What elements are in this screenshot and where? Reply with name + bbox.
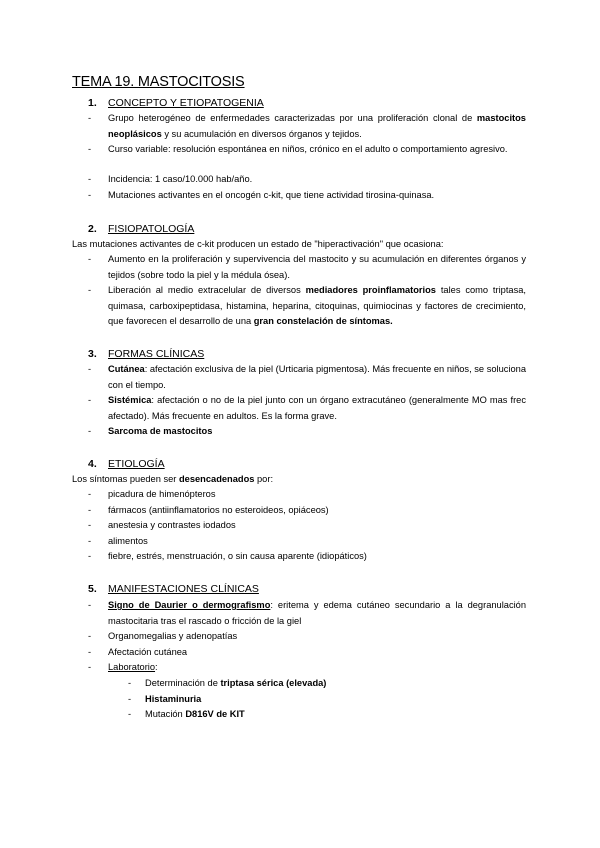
- item-bold: gran constelación de síntomas.: [253, 316, 393, 327]
- section-title: MANIFESTACIONES CLÍNICAS: [108, 583, 259, 595]
- list-item: [88, 503, 526, 519]
- item-bold: Sistémica: [108, 395, 152, 405]
- section-5-heading: [88, 583, 259, 595]
- paragraph: Las mutaciones activantes de c-kit producen un estado de "hiperactivación" que ocasiona:: [72, 239, 444, 249]
- bullet-dash: -: [88, 662, 92, 672]
- bullet-dash: -: [88, 520, 92, 530]
- item-text: :: [155, 662, 158, 672]
- section-number: 2.: [88, 223, 97, 235]
- list-item: [88, 549, 526, 565]
- section-2-heading: [88, 223, 194, 235]
- page-title: TEMA 19. MASTOCITOSIS: [72, 74, 245, 90]
- list-item: [88, 283, 526, 330]
- list-item: [88, 518, 526, 534]
- item-text: Aumento en la proliferación y supervivencia del mastocito y su acumulación en diferentes órganos y tejidos (sobre todo la piel y la médula ósea).: [108, 254, 526, 280]
- bullet-dash: -: [88, 647, 92, 657]
- item-bold: mediadores proinflamatorios: [305, 285, 436, 295]
- section-3-heading: [88, 348, 204, 360]
- list-item: [88, 172, 526, 188]
- item-text: anestesia y contrastes iodados: [108, 520, 236, 530]
- item-text: Afectación cutánea: [108, 647, 188, 657]
- bullet-dash: -: [88, 364, 92, 374]
- item-text: tales como triptasa, quimasa, carboxipeptidasa, histamina, heparina, citoquinas, quimiocinas y factores de crecimiento, que favorecen el desarrollo de una: [108, 285, 526, 327]
- section-4-heading: [88, 458, 165, 470]
- item-text: alimentos: [108, 536, 148, 546]
- section-1-heading: [88, 97, 264, 109]
- bullet-dash: -: [128, 709, 132, 719]
- list-item: [88, 111, 526, 142]
- item-text: picadura de himenópteros: [108, 489, 216, 499]
- item-bold: mastocitos neoplásicos: [108, 113, 526, 139]
- bullet-dash: -: [88, 600, 92, 610]
- sub-list-item: [128, 707, 528, 723]
- list-item: [88, 534, 526, 550]
- list-item: [88, 645, 526, 661]
- item-text: Liberación al medio extracelular de diversos: [108, 285, 306, 295]
- item-text: : eritema y edema cutáneo secundario a la degranulación mastocitaria tras el rascado o fricción de la giel: [108, 600, 526, 626]
- para-text: por:: [254, 474, 274, 484]
- sub-list-item: [128, 676, 528, 692]
- bullet-dash: -: [88, 285, 92, 295]
- list-item: [88, 393, 526, 424]
- bullet-dash: -: [88, 631, 92, 641]
- section-title: FORMAS CLÍNICAS: [108, 348, 205, 360]
- para-text: Los síntomas pueden ser: [72, 474, 179, 484]
- list-item: [88, 660, 526, 676]
- section-title: ETIOLOGÍA: [108, 458, 165, 470]
- item-bold: D816V de KIT: [185, 709, 245, 719]
- item-bold: Signo de Daurier o dermografismo: [108, 600, 271, 610]
- item-text: Organomegalias y adenopatías: [108, 631, 238, 641]
- list-item: [88, 362, 526, 393]
- item-text: : afectación exclusiva de la piel (Urticaria pigmentosa). Más frecuente en niños, se soluciona con el tiempo.: [108, 364, 526, 390]
- item-text: fármacos (antiinflamatorios no esteroideos, opiáceos): [108, 505, 329, 515]
- item-text: Grupo heterogéneo de enfermedades caracterizadas por una proliferación clonal de: [108, 113, 473, 123]
- item-bold: Cutánea: [108, 364, 145, 374]
- item-text: Incidencia: 1 caso/10.000 hab/año.: [108, 174, 253, 184]
- item-bold: Sarcoma de mastocitos: [108, 426, 213, 436]
- bullet-dash: -: [88, 395, 92, 405]
- bullet-dash: -: [88, 536, 92, 546]
- list-item: [88, 598, 526, 629]
- section-title: CONCEPTO Y ETIOPATOGENIA: [108, 97, 264, 109]
- bullet-dash: -: [88, 505, 92, 515]
- list-item: [88, 487, 526, 503]
- section-number: 3.: [88, 348, 97, 360]
- item-text: y su acumulación en diversos órganos y tejidos.: [161, 128, 362, 139]
- bullet-dash: -: [88, 254, 92, 264]
- item-text: Curso variable: resolución espontánea en niños, crónico en el adulto o comportamiento agresivo.: [108, 144, 508, 154]
- section-number: 5.: [88, 583, 97, 595]
- item-text: : afectación o no de la piel junto con un órgano extracutáneo (generalmente MO mas frec afectado). Más frecuente en adultos. Es la forma grave.: [108, 395, 526, 421]
- bullet-dash: -: [128, 678, 132, 688]
- item-bold: triptasa sérica (elevada): [220, 678, 327, 688]
- bullet-dash: -: [88, 190, 92, 200]
- bullet-dash: -: [88, 551, 92, 561]
- bullet-dash: -: [128, 694, 132, 704]
- list-item: [88, 142, 526, 158]
- item-text: Determinación de: [145, 678, 221, 688]
- item-text: Laboratorio: [108, 662, 156, 672]
- section-title: FISIOPATOLOGÍA: [108, 223, 195, 235]
- section-number: 1.: [88, 97, 97, 109]
- item-bold: Histaminuria: [145, 694, 202, 704]
- list-item: [88, 252, 526, 283]
- list-item: [88, 424, 526, 440]
- item-text: fiebre, estrés, menstruación, o sin causa aparente (idiopáticos): [108, 551, 367, 561]
- bullet-dash: -: [88, 113, 92, 123]
- para-bold: desencadenados: [178, 474, 255, 484]
- list-item: [88, 629, 526, 645]
- item-text: Mutaciones activantes en el oncogén c-kit, que tiene actividad tirosina-quinasa.: [108, 190, 435, 200]
- list-item: [88, 188, 526, 204]
- section-number: 4.: [88, 458, 97, 470]
- bullet-dash: -: [88, 174, 92, 184]
- paragraph: [72, 472, 532, 488]
- item-text: Mutación: [145, 709, 186, 719]
- bullet-dash: -: [88, 489, 92, 499]
- bullet-dash: -: [88, 144, 92, 154]
- bullet-dash: -: [88, 426, 92, 436]
- sub-list-item: [128, 692, 528, 708]
